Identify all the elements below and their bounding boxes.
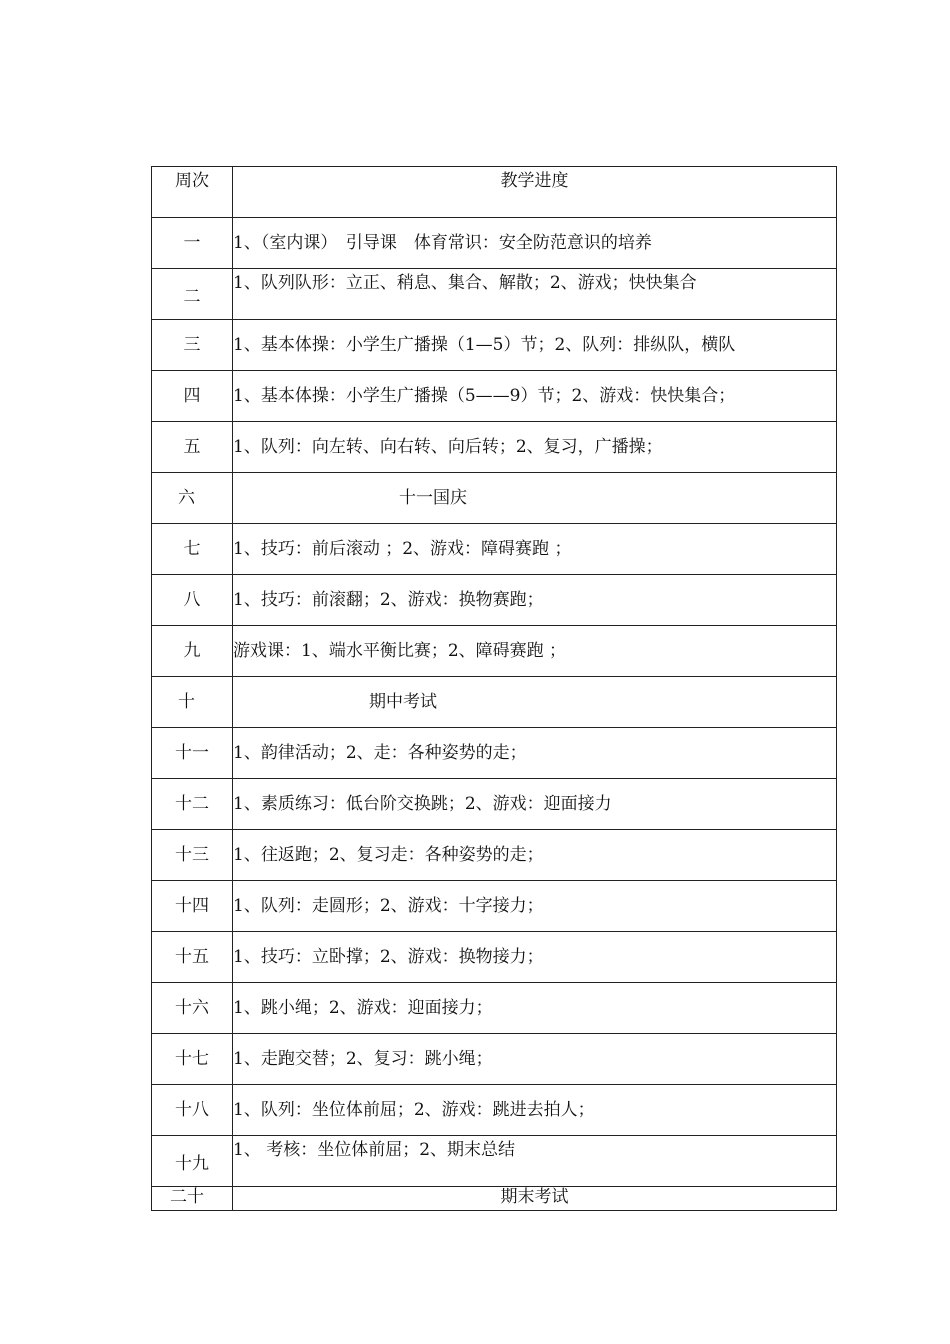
table-row [152,1034,837,1085]
table-header-row [152,167,837,218]
content-cell: 1、基本体操：小学生广播操（1—5）节；2、队列：排纵队，横队 [233,320,837,371]
week-cell: 四 [152,371,233,422]
table-row [152,269,837,320]
content-cell: 1、（室内课） 引导课 体育常识：安全防范意识的培养 [233,218,837,269]
table-row [152,1136,837,1187]
table-row [152,1187,837,1211]
week-cell: 二 [152,269,233,320]
table-row [152,881,837,932]
week-cell: 十四 [152,881,233,932]
week-cell: 十六 [152,983,233,1034]
week-cell: 十八 [152,1085,233,1136]
header-week: 周次 [152,167,233,218]
week-cell: 十二 [152,779,233,830]
content-cell: 1、走跑交替；2、复习：跳小绳； [233,1034,837,1085]
table-row [152,575,837,626]
content-cell: 1、队列：走圆形；2、游戏：十字接力； [233,881,837,932]
content-cell: 1、技巧：立卧撑；2、游戏：换物接力； [233,932,837,983]
table-row [152,473,837,524]
content-cell: 游戏课：1、端水平衡比赛；2、障碍赛跑 ； [233,626,837,677]
content-cell: 1、技巧：前后滚动 ；2、游戏：障碍赛跑 ； [233,524,837,575]
content-cell: 1、技巧：前滚翻；2、游戏：换物赛跑； [233,575,837,626]
week-cell: 十 [152,677,233,728]
content-cell: 十一国庆 [233,473,837,524]
teaching-schedule-table [151,166,837,1211]
table-row [152,779,837,830]
table-row [152,728,837,779]
content-cell: 1、 考核：坐位体前屈；2、期末总结 [233,1136,837,1187]
week-cell: 一 [152,218,233,269]
week-cell: 九 [152,626,233,677]
week-cell: 十九 [152,1136,233,1187]
content-cell: 1、素质练习：低台阶交换跳；2、游戏：迎面接力 [233,779,837,830]
content-cell: 期末考试 [233,1187,837,1211]
table-row [152,218,837,269]
content-cell: 1、队列：坐位体前屈；2、游戏：跳进去拍人； [233,1085,837,1136]
week-cell: 八 [152,575,233,626]
week-cell: 六 [152,473,233,524]
week-cell: 十三 [152,830,233,881]
week-cell: 七 [152,524,233,575]
header-content: 教学进度 [233,167,837,218]
week-cell: 十一 [152,728,233,779]
content-cell: 1、基本体操：小学生广播操（5——9）节；2、游戏：快快集合； [233,371,837,422]
table-row [152,677,837,728]
table-row [152,626,837,677]
content-cell: 1、往返跑；2、复习走：各种姿势的走； [233,830,837,881]
content-cell: 1、跳小绳；2、游戏：迎面接力； [233,983,837,1034]
content-cell: 1、队列队形：立正、稍息、集合、解散；2、游戏；快快集合 [233,269,837,320]
week-cell: 十七 [152,1034,233,1085]
table-row [152,830,837,881]
week-cell: 二十 [152,1187,233,1211]
table-row [152,320,837,371]
week-cell: 三 [152,320,233,371]
content-cell: 1、队列：向左转、向右转、向后转；2、复习，广播操； [233,422,837,473]
week-cell: 十五 [152,932,233,983]
week-cell: 五 [152,422,233,473]
table-row [152,371,837,422]
content-cell: 1、韵律活动；2、走：各种姿势的走； [233,728,837,779]
table-row [152,1085,837,1136]
table-row [152,932,837,983]
table-row [152,422,837,473]
table-row [152,983,837,1034]
table-row [152,524,837,575]
content-cell: 期中考试 [233,677,837,728]
